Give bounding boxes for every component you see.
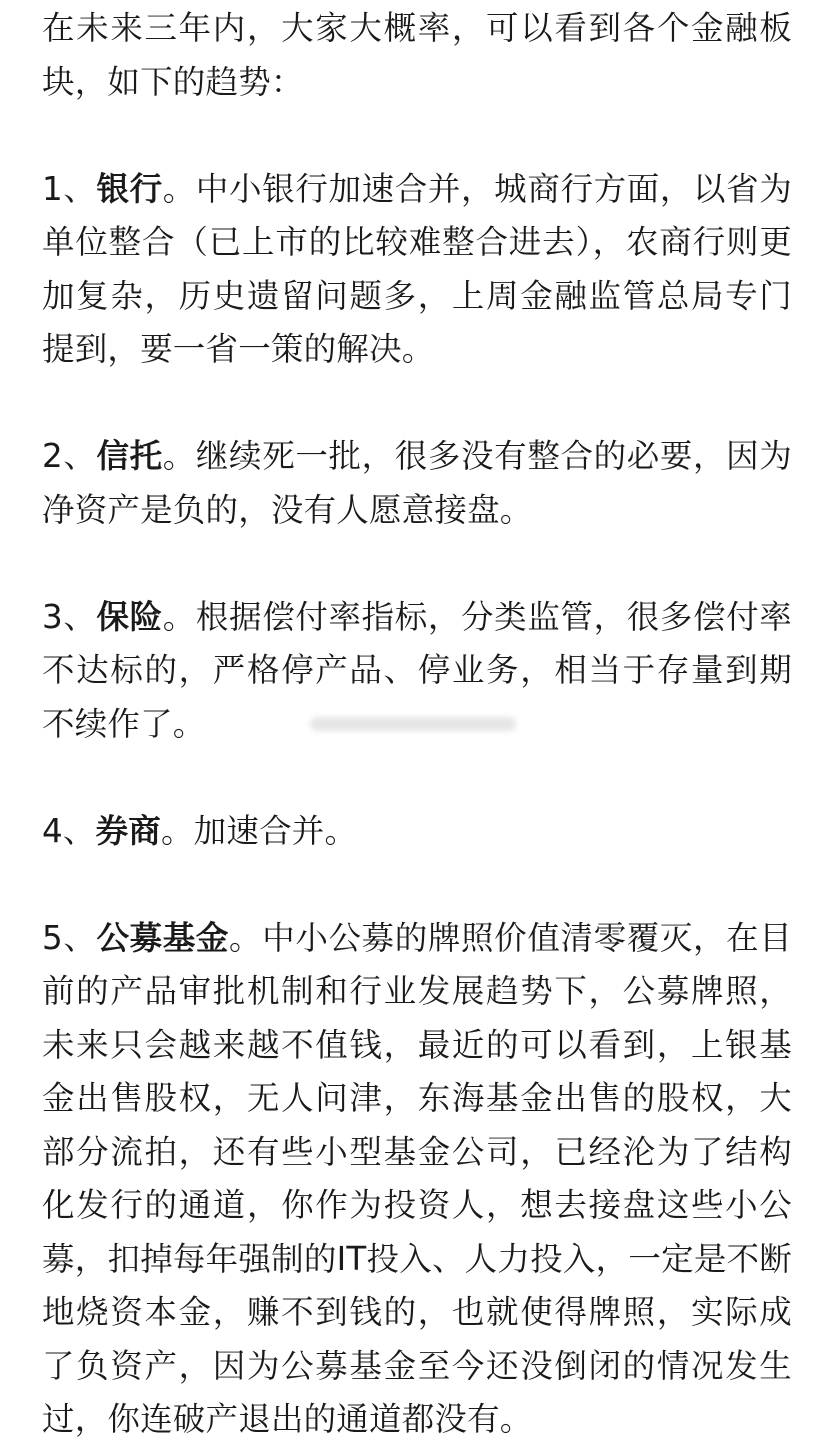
item-brokers [42, 805, 792, 859]
item-insurance [42, 591, 792, 752]
item-mutual-funds [42, 912, 792, 1447]
item-title: 保险 [96, 597, 163, 636]
item-number: 3、 [42, 597, 97, 636]
paragraph-gap [42, 109, 792, 163]
item-body: 。根据偿付率指标，分类监管，很多偿付率不达标的，严格停产品、停业务，相当于存量到期不续作了。 [42, 597, 793, 743]
paragraph-gap [42, 377, 792, 431]
item-trusts [42, 430, 792, 537]
item-number: 4、 [42, 811, 96, 850]
item-body: 。中小银行加速合并，城商行方面，以省为单位整合（已上市的比较难整合进去），农商行则更加复杂，历史遗留问题多，上周金融监管总局专门提到，要一省一策的解决。 [42, 169, 793, 368]
article-body [42, 0, 792, 1447]
item-title: 券商 [95, 811, 161, 850]
item-number: 5、 [42, 918, 97, 957]
paragraph-gap [42, 751, 792, 805]
item-title: 公募基金 [96, 918, 230, 957]
item-banks [42, 163, 792, 377]
item-number: 2、 [42, 437, 97, 475]
paragraph-gap [42, 537, 792, 591]
item-title: 银行 [96, 169, 163, 208]
item-body: 。中小公募的牌照价值清零覆灭，在目前的产品审批机制和行业发展趋势下，公募牌照，未来只会越来越不值钱，最近的可以看到，上银基金出售股权，无人问津，东海基金出售的股权，大部分流拍，还有些小型基金公司，已经沦为了结构化发行的通道，你作为投资人，想去接盘这些小公募，扣掉每年强制的IT投入、人力投入，一定是不断地烧资本金，赚不到钱的，也就使得牌照，实际成了负资产，因为公募基金至今还没倒闭的情况发生过，你连破产退出的通道都没有。 [42, 918, 793, 1438]
paragraph-gap [42, 858, 792, 912]
item-number: 1、 [42, 169, 97, 208]
item-body: 。加速合并。 [160, 811, 358, 850]
item-body: 。继续死一批，很多没有整合的必要，因为净资产是负的，没有人愿意接盘。 [42, 437, 793, 529]
intro-paragraph: 在未来三年内，大家大概率，可以看到各个金融板块，如下的趋势： [42, 9, 792, 101]
item-title: 信托 [96, 437, 163, 475]
